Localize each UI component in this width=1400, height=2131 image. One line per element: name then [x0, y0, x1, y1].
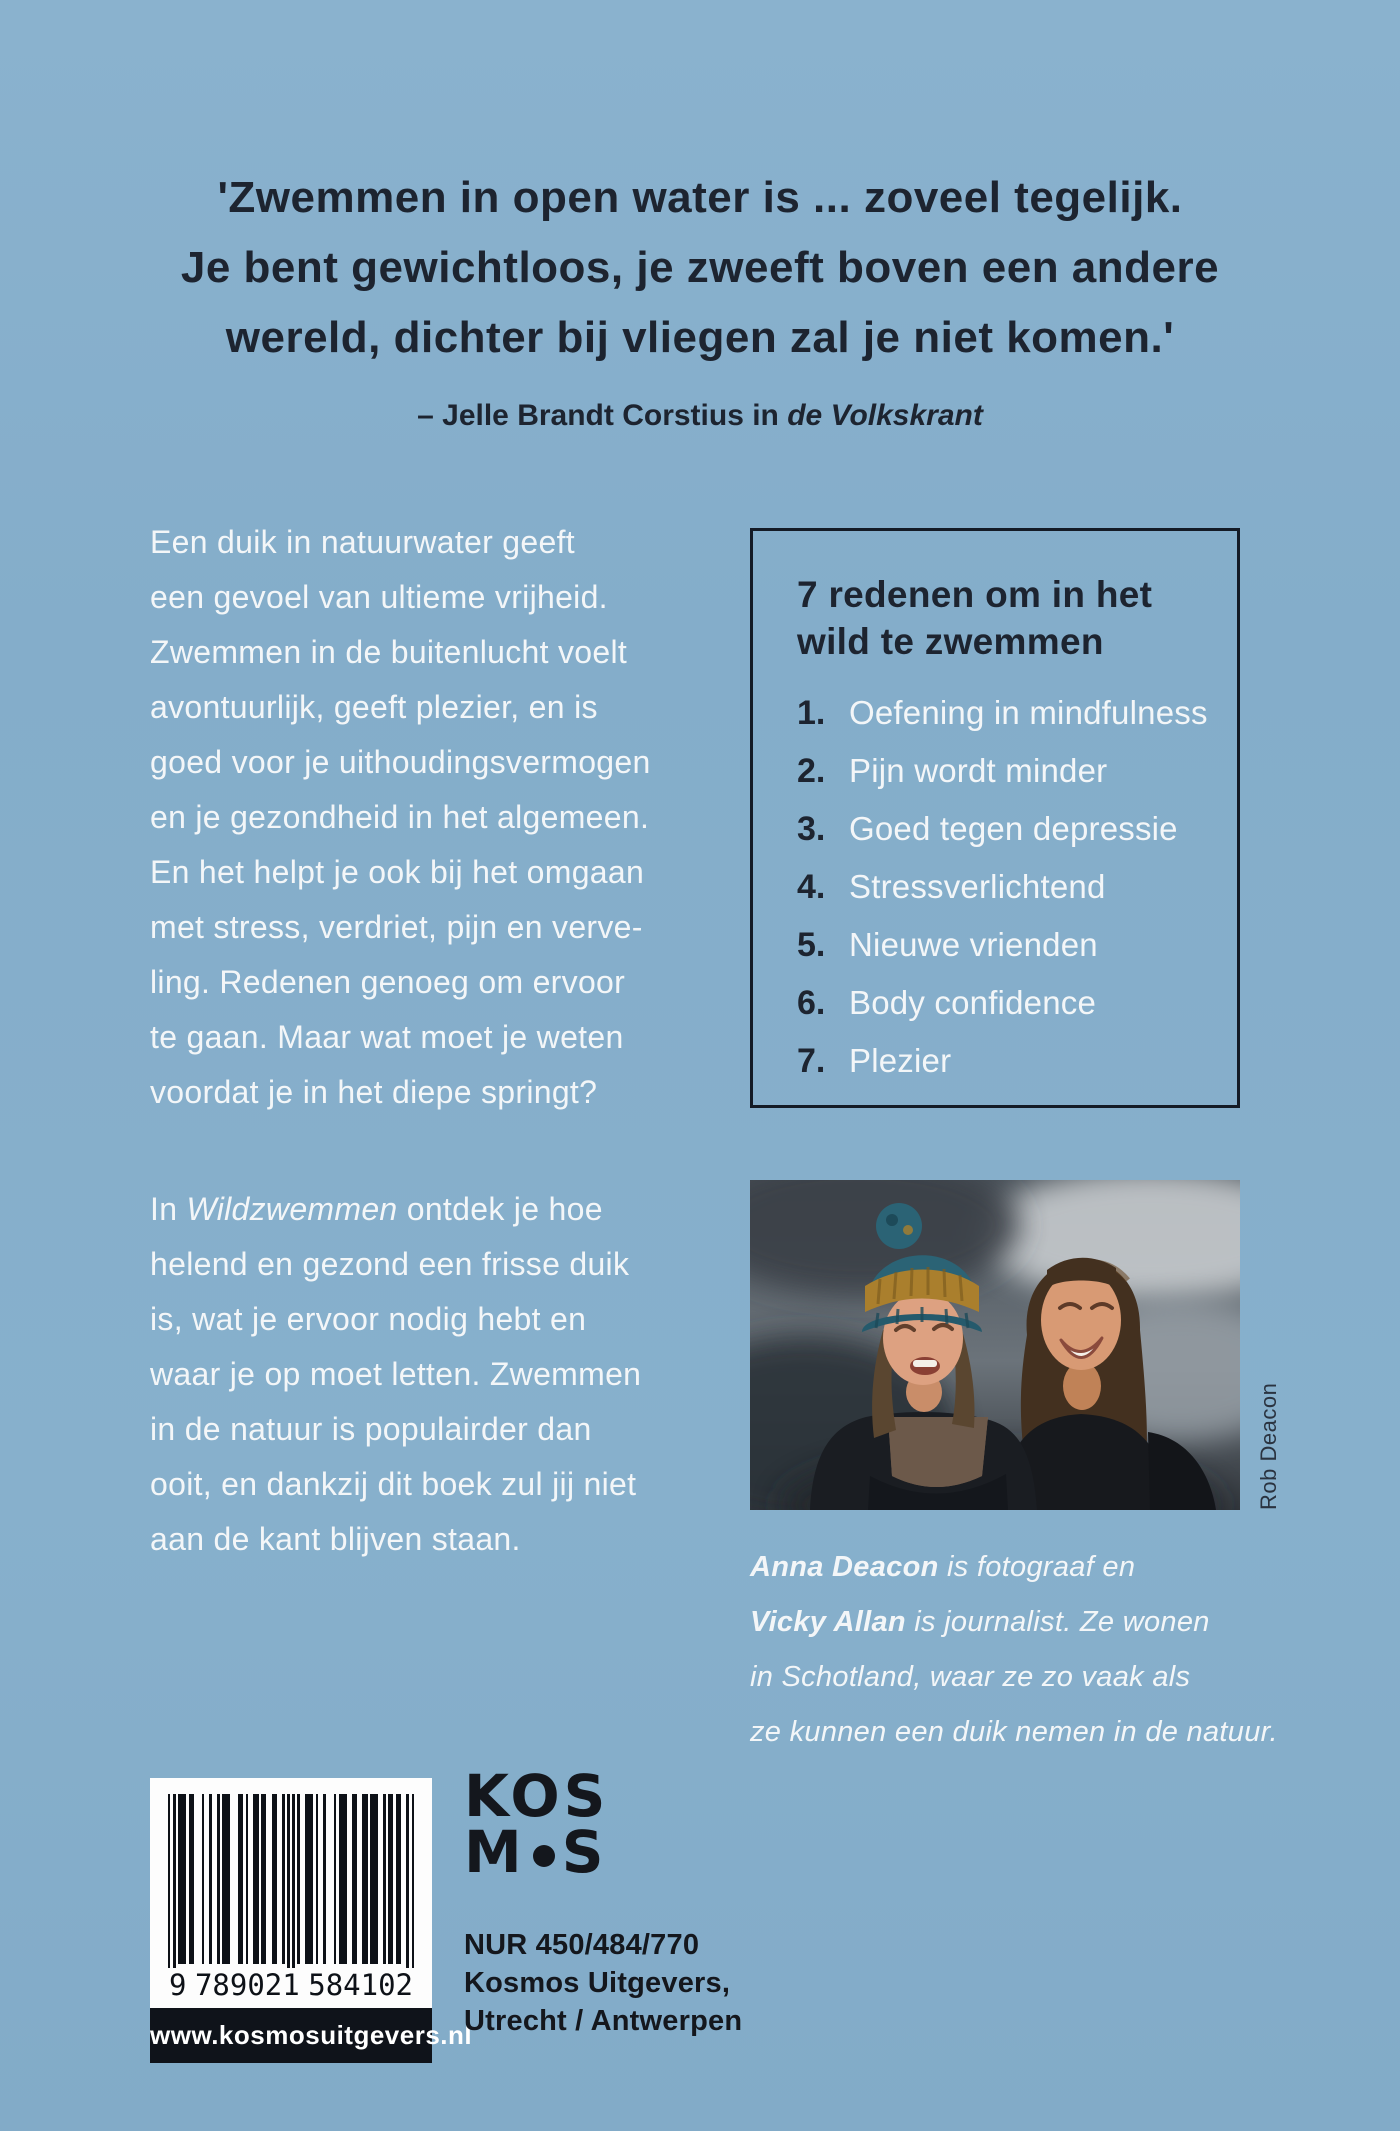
reasons-title-line: 7 redenen om in het	[797, 574, 1153, 615]
list-item	[797, 1037, 1213, 1085]
logo-dot-icon	[533, 1845, 555, 1867]
authors-caption	[750, 1540, 1280, 1760]
blurb-line: Zwemmen in de buitenlucht voelt	[150, 634, 628, 670]
publisher-url: www.kosmosuitgevers.nl	[150, 2008, 432, 2063]
reason-number: 6.	[797, 984, 826, 1022]
blurb-line: voordat je in het diepe springt?	[150, 1074, 598, 1110]
reason-label: Stressverlichtend	[849, 868, 1106, 905]
quote-line: 'Zwemmen in open water is ... zoveel tegelijk.	[217, 173, 1183, 222]
logo-line: KOS	[464, 1762, 610, 1830]
caption-line: ze kunnen een duik nemen in de natuur.	[750, 1716, 1278, 1748]
ean-digit-group: 9	[166, 1968, 189, 2002]
caption-text-run: is journalist. Ze wonen	[905, 1606, 1210, 1638]
blurb-line: ooit, en dankzij dit boek zul jij niet	[150, 1466, 637, 1502]
blurb-line: aan de kant blijven staan.	[150, 1521, 521, 1557]
blurb-line: waar je op moet letten. Zwemmen	[150, 1356, 642, 1392]
list-item	[797, 689, 1213, 737]
list-item	[797, 921, 1213, 969]
reason-number: 7.	[797, 1042, 826, 1080]
blurb-line: goed voor je uithoudingsvermogen	[150, 744, 651, 780]
photo-illustration	[750, 1180, 1240, 1510]
nur-code: NUR 450/484/770	[464, 1929, 700, 1961]
blurb-line: te gaan. Maar wat moet je weten	[150, 1019, 624, 1055]
caption-line	[750, 1595, 1280, 1650]
blurb-text	[150, 515, 695, 1567]
list-item	[797, 747, 1213, 795]
blurb-line: is, wat je ervoor nodig hebt en	[150, 1301, 587, 1337]
reason-number: 1.	[797, 694, 826, 732]
press-quote	[0, 163, 1400, 433]
publisher-block	[464, 1762, 743, 2040]
author-name: Anna Deacon	[750, 1551, 939, 1583]
reason-label: Plezier	[849, 1042, 952, 1079]
list-item	[797, 979, 1213, 1027]
logo-letter: S	[561, 1818, 608, 1886]
barcode-bars	[164, 1794, 418, 1984]
quote-attribution	[0, 399, 1400, 433]
logo-line	[464, 1818, 742, 1886]
barcode-panel	[150, 1778, 432, 2008]
caption-line	[750, 1540, 1280, 1595]
reason-number: 3.	[797, 810, 826, 848]
reasons-box	[750, 528, 1240, 1108]
reason-label: Pijn wordt minder	[849, 752, 1108, 789]
authors-photo	[750, 1180, 1240, 1510]
blurb-paragraph-2	[150, 1182, 695, 1567]
reason-label: Nieuwe vrienden	[849, 926, 1098, 963]
blurb-line: En het helpt je ook bij het omgaan	[150, 854, 645, 890]
publisher-name: Kosmos Uitgevers,	[464, 1967, 731, 1999]
blurb-line: helend en gezond een frisse duik	[150, 1246, 630, 1282]
book-title-italic: Wildzwemmen	[186, 1191, 398, 1227]
caption-line: in Schotland, waar ze zo vaak als	[750, 1661, 1191, 1693]
ean-digit-group: 584102	[305, 1968, 416, 2002]
blurb-line: in de natuur is populairder dan	[150, 1411, 592, 1447]
publisher-cities: Utrecht / Antwerpen	[464, 2005, 743, 2037]
ean-digit-group: 789021	[192, 1968, 303, 2002]
reasons-title-line: wild te zwemmen	[797, 621, 1104, 662]
publisher-info	[464, 1926, 742, 2040]
kosmos-logo	[464, 1762, 742, 1886]
barcode-block	[150, 1778, 473, 2063]
logo-letter: M	[464, 1818, 526, 1886]
reason-label: Body confidence	[849, 984, 1097, 1021]
barcode-digits	[164, 1968, 418, 2002]
reason-label: Goed tegen depressie	[849, 810, 1178, 847]
quote-line: wereld, dichter bij vliegen zal je niet komen.'	[225, 313, 1175, 362]
photo-credit: Rob Deacon	[1256, 1382, 1281, 1510]
reasons-list	[797, 689, 1213, 1085]
blurb-line: Een duik in natuurwater geeft	[150, 524, 575, 560]
caption-text-run: is fotograaf en	[938, 1551, 1136, 1583]
reason-number: 2.	[797, 752, 826, 790]
reason-number: 5.	[797, 926, 826, 964]
blurb-paragraph-1	[150, 515, 695, 1120]
blurb-line: een gevoel van ultieme vrijheid.	[150, 579, 608, 615]
blurb-line: met stress, verdriet, pijn en verve-	[150, 909, 643, 945]
blurb-text-run: In	[150, 1191, 187, 1227]
blurb-line: ling. Redenen genoeg om ervoor	[150, 964, 626, 1000]
barcode-module	[412, 1794, 415, 1984]
blurb-line	[150, 1182, 695, 1237]
reasons-title	[797, 571, 1213, 665]
quote-line: Je bent gewichtloos, je zweeft boven een andere	[180, 243, 1220, 292]
list-item	[797, 863, 1213, 911]
attribution-source: de Volkskrant	[787, 399, 983, 432]
blurb-text-run: ontdek je hoe	[397, 1191, 603, 1227]
blurb-line: en je gezondheid in het algemeen.	[150, 799, 650, 835]
reason-number: 4.	[797, 868, 826, 906]
attribution-text: – Jelle Brandt Corstius in	[417, 399, 788, 432]
reason-label: Oefening in mindfulness	[849, 694, 1208, 731]
blurb-line: avontuurlijk, geeft plezier, en is	[150, 689, 598, 725]
author-name: Vicky Allan	[750, 1606, 906, 1638]
list-item	[797, 805, 1213, 853]
